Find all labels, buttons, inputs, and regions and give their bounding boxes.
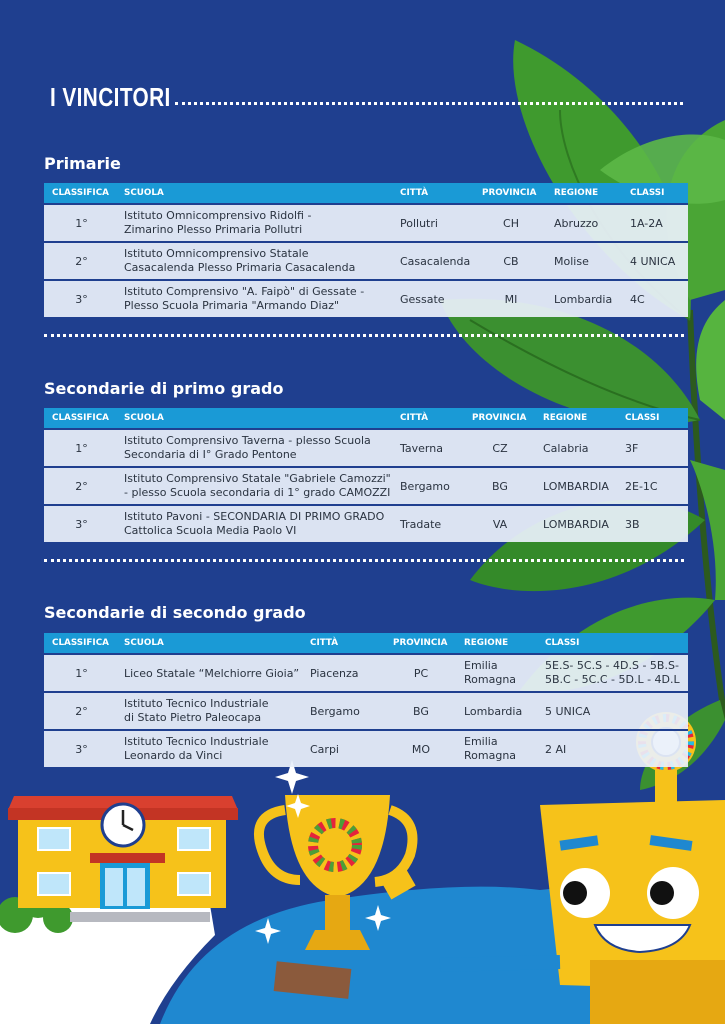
header-provincia: PROVINCIA [482,188,537,198]
table-row [44,504,688,542]
header-provincia: PROVINCIA [393,638,448,648]
header-classi: CLASSI [630,188,665,198]
region: Molise [554,255,589,268]
rank: 2° [75,480,88,493]
rank: 3° [75,518,88,531]
section-heading-primo-grado: Secondarie di primo grado [44,379,284,398]
section-heading-secondo-grado: Secondarie di secondo grado [44,603,306,622]
table-primarie [44,183,688,317]
classes: 1A-2A [630,217,663,230]
header-regione: REGIONE [464,638,509,648]
header-citta: CITTÀ [400,413,429,423]
province: CB [503,255,519,268]
region: Calabria [543,442,589,455]
region: Lombardia [464,705,523,718]
school-name: Liceo Statale “Melchiorre Gioia” [124,667,300,680]
title-divider [175,102,683,105]
table-row [44,691,688,729]
rank: 1° [75,667,88,680]
rank: 2° [75,705,88,718]
table-row [44,203,688,241]
header-scuola: SCUOLA [124,638,164,648]
province: VA [492,518,508,531]
rank: 3° [75,293,88,306]
province: PC [413,667,429,680]
header-scuola: SCUOLA [124,413,164,423]
city: Taverna [400,442,443,455]
header-regione: REGIONE [543,413,588,423]
province: MO [411,743,431,756]
table-row [44,428,688,466]
table-row [44,653,688,691]
province: CH [503,217,519,230]
classes: 2 AI [545,743,567,756]
rank: 3° [75,743,88,756]
city: Carpi [310,743,339,756]
section-heading-primarie: Primarie [44,154,121,173]
header-classi: CLASSI [545,638,580,648]
region: Lombardia [554,293,613,306]
city: Casacalenda [400,255,471,268]
table-header [44,183,688,203]
city: Piacenza [310,667,359,680]
table-header [44,408,688,428]
city: Tradate [400,518,442,531]
classes: 3B [625,518,640,531]
city: Bergamo [310,705,360,718]
school-name: Istituto Tecnico Industriale Leonardo da Vinci [124,735,269,762]
city: Gessate [400,293,445,306]
province: MI [504,293,518,306]
header-classifica: CLASSIFICA [52,638,109,648]
region: LOMBARDIA [543,518,609,531]
header-provincia: PROVINCIA [472,413,527,423]
table-secondo-grado [44,633,688,767]
city: Pollutri [400,217,438,230]
classes: 2E-1C [625,480,658,493]
section-divider [44,559,684,562]
table-primo-grado [44,408,688,542]
table-row [44,729,688,767]
school-name: Istituto Omnicomprensivo Statale Casacalenda Plesso Primaria Casacalenda [124,247,356,274]
header-citta: CITTÀ [310,638,339,648]
classes: 4C [630,293,645,306]
classes: 3F [625,442,639,455]
header-citta: CITTÀ [400,188,429,198]
section-divider [44,334,684,337]
rank: 1° [75,442,88,455]
province: CZ [492,442,508,455]
city: Bergamo [400,480,450,493]
header-classifica: CLASSIFICA [52,188,109,198]
table-row [44,279,688,317]
school-name: Istituto Comprensivo "A. Faipò" di Gessate - Plesso Scuola Primaria "Armando Diaz" [124,285,365,312]
classes: 4 UNICA [630,255,676,268]
school-name: Istituto Omnicomprensivo Ridolfi - Zimarino Plesso Primaria Pollutri [124,209,312,236]
header-classifica: CLASSIFICA [52,413,109,423]
province: BG [492,480,508,493]
region: Emilia Romagna [464,735,517,762]
header-scuola: SCUOLA [124,188,164,198]
school-name: Istituto Pavoni - SECONDARIA DI PRIMO GRADO Cattolica Scuola Media Paolo VI [124,510,385,537]
table-row [44,466,688,504]
table-header [44,633,688,653]
classes: 5E.S- 5C.S - 4D.S - 5B.S- 5B.C - 5C.C - 5D.L - 4D.L [545,659,680,686]
page-title: I VINCITORI [50,82,171,112]
school-name: Istituto Tecnico Industriale di Stato Pietro Paleocapa [124,697,269,724]
school-name: Istituto Comprensivo Taverna - plesso Scuola Secondaria di I° Grado Pentone [124,434,371,461]
clock-icon [102,804,144,846]
region: Abruzzo [554,217,599,230]
school-name: Istituto Comprensivo Statale "Gabriele Camozzi" - plesso Scuola secondaria di 1° grado CAMOZZI [124,472,391,499]
region: LOMBARDIA [543,480,609,493]
province: BG [413,705,429,718]
rank: 2° [75,255,88,268]
region: Emilia Romagna [464,659,517,686]
rank: 1° [75,217,88,230]
classes: 5 UNICA [545,705,591,718]
header-regione: REGIONE [554,188,599,198]
school-building-illustration [8,796,238,922]
table-row [44,241,688,279]
header-classi: CLASSI [625,413,660,423]
